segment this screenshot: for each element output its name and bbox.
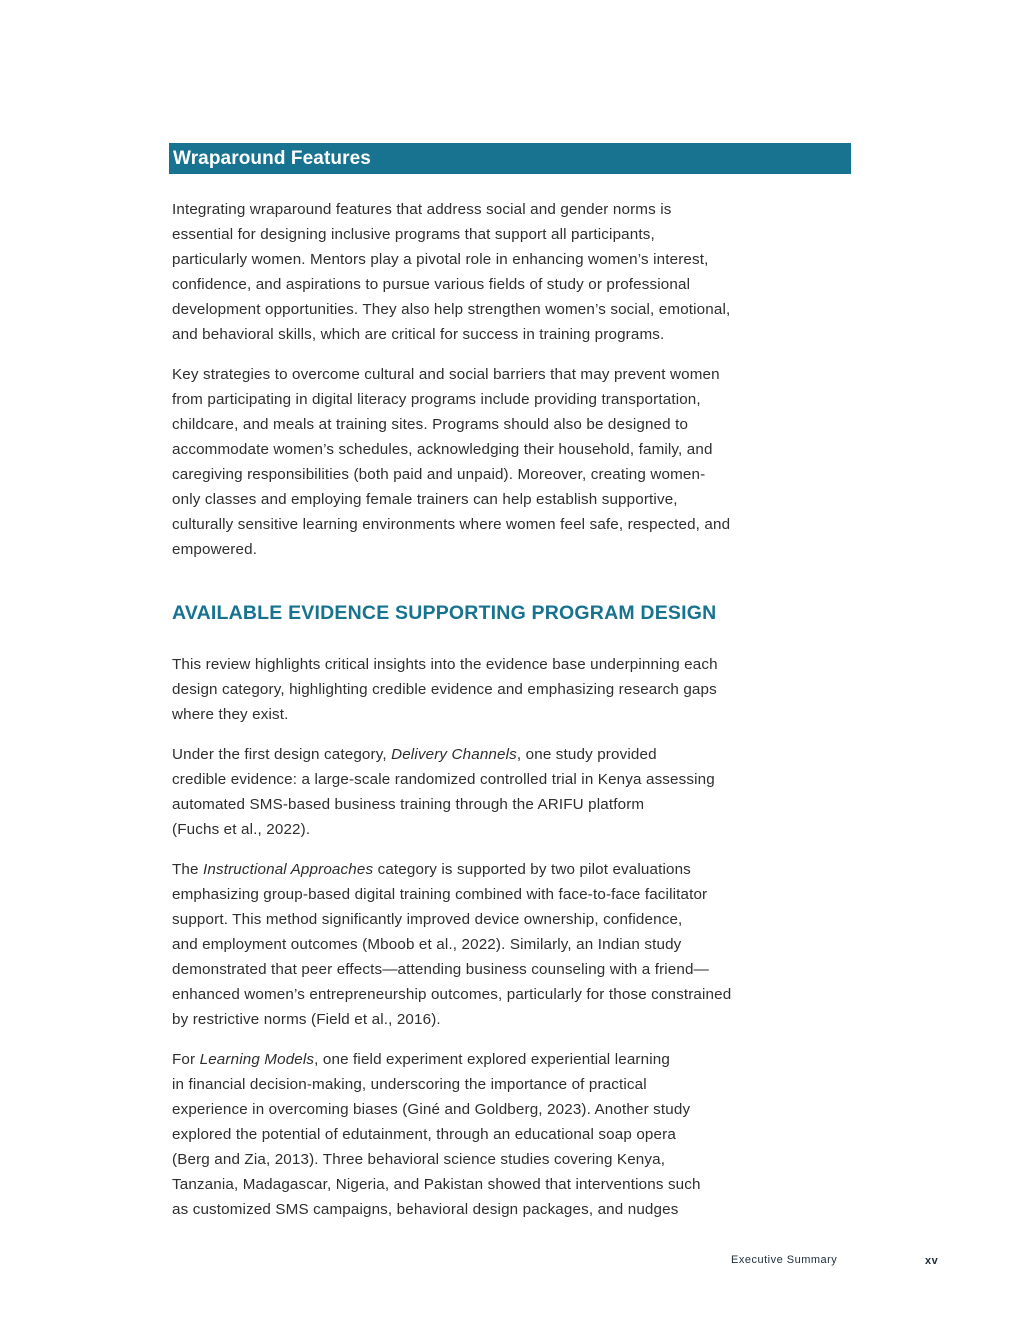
- text-line: as customized SMS campaigns, behavioral design packages, and nudges: [172, 1201, 679, 1218]
- text-line: from participating in digital literacy programs include providing transportation,: [172, 391, 701, 408]
- evidence-paragraph-4: [172, 1047, 852, 1222]
- text-line: This review highlights critical insights into the evidence base underpinning each: [172, 656, 718, 673]
- text-line: demonstrated that peer effects—attending business counseling with a friend—: [172, 961, 709, 978]
- text-line: The Instructional Approaches category is supported by two pilot evaluations: [172, 861, 691, 878]
- text-line: support. This method significantly improved device ownership, confidence,: [172, 911, 683, 928]
- evidence-heading: AVAILABLE EVIDENCE SUPPORTING PROGRAM DESIGN: [172, 602, 717, 624]
- text-line: Key strategies to overcome cultural and social barriers that may prevent women: [172, 366, 720, 383]
- text-line: essential for designing inclusive programs that support all participants,: [172, 226, 655, 243]
- text-line: Tanzania, Madagascar, Nigeria, and Pakistan showed that interventions such: [172, 1176, 701, 1193]
- text-line: design category, highlighting credible evidence and emphasizing research gaps: [172, 681, 717, 698]
- page-number: xv: [925, 1255, 939, 1267]
- text-line: credible evidence: a large-scale randomized controlled trial in Kenya assessing: [172, 771, 715, 788]
- section-header-bar: [169, 143, 851, 174]
- evidence-paragraph-2: [172, 742, 852, 842]
- text-line: experience in overcoming biases (Giné and Goldberg, 2023). Another study: [172, 1101, 691, 1118]
- category-name-delivery-channels: Delivery Channels: [391, 746, 517, 763]
- text-line: and behavioral skills, which are critical for success in training programs.: [172, 326, 665, 343]
- text-line: in financial decision-making, underscoring the importance of practical: [172, 1076, 647, 1093]
- text-line: Under the first design category, Delivery Channels, one study provided: [172, 746, 657, 763]
- text-line: enhanced women’s entrepreneurship outcomes, particularly for those constrained: [172, 986, 732, 1003]
- text-line: accommodate women’s schedules, acknowledging their household, family, and: [172, 441, 713, 458]
- footer-section-label: Executive Summary: [731, 1254, 838, 1266]
- section-title: Wraparound Features: [173, 148, 371, 169]
- category-name-learning-models: Learning Models: [199, 1051, 315, 1068]
- text-line: caregiving responsibilities (both paid and unpaid). Moreover, creating women-: [172, 466, 706, 483]
- category-name-instructional-approaches: Instructional Approaches: [203, 861, 374, 878]
- text-line: childcare, and meals at training sites. Programs should also be designed to: [172, 416, 689, 433]
- evidence-paragraph-3: [172, 857, 852, 1032]
- text-line: For Learning Models, one field experiment explored experiential learning: [172, 1051, 670, 1068]
- text-line: where they exist.: [172, 706, 289, 723]
- text-line: (Fuchs et al., 2022).: [172, 821, 311, 838]
- text-line: culturally sensitive learning environments where women feel safe, respected, and: [172, 516, 731, 533]
- evidence-paragraph-1: [172, 652, 852, 727]
- text-line: emphasizing group-based digital training combined with face-to-face facilitator: [172, 886, 708, 903]
- text-line: confidence, and aspirations to pursue various fields of study or professional: [172, 276, 691, 293]
- text-line: development opportunities. They also help strengthen women’s social, emotional,: [172, 301, 731, 318]
- wraparound-paragraph-2: [172, 362, 852, 562]
- text-line: (Berg and Zia, 2013). Three behavioral science studies covering Kenya,: [172, 1151, 666, 1168]
- text-line: automated SMS-based business training through the ARIFU platform: [172, 796, 645, 813]
- text-line: explored the potential of edutainment, through an educational soap opera: [172, 1126, 676, 1143]
- text-line: and employment outcomes (Mboob et al., 2022). Similarly, an Indian study: [172, 936, 682, 953]
- text-line: by restrictive norms (Field et al., 2016).: [172, 1011, 441, 1028]
- text-line: empowered.: [172, 541, 258, 558]
- text-line: particularly women. Mentors play a pivotal role in enhancing women’s interest,: [172, 251, 709, 268]
- wraparound-paragraph-1: [172, 197, 852, 347]
- text-line: Integrating wraparound features that address social and gender norms is: [172, 201, 672, 218]
- text-line: only classes and employing female trainers can help establish supportive,: [172, 491, 678, 508]
